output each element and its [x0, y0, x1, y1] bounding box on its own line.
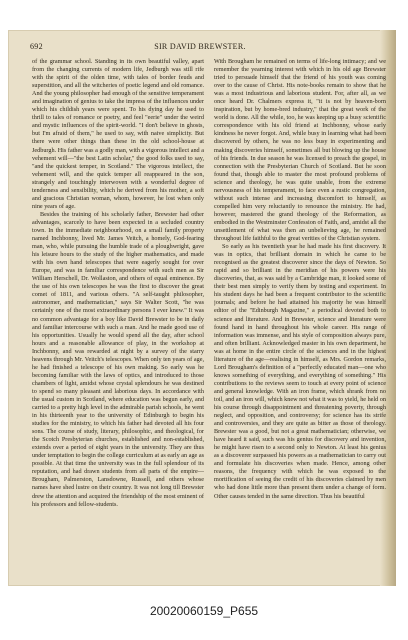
left-text-column	[32, 58, 204, 572]
running-header	[30, 42, 370, 54]
paragraph: With Brougham he remained on terms of life-long intimacy; and we remember the yearning interest with which in his old age Brewster tried to persuade himself that the friend of his youth was coming over to the cause of Christ. His note-books remain to show that he was a most industrious and laborious student. For, after all, as we once heard Dr. Chalmers express it, "it is not by heaven-born inspiration, but by home-bred industry," that the great work of the world is done. All the while, too, he was keeping up a busy scientific correspondence with his old friend at Inchbonny, whose early kindness he never forgot. And, while busy in learning what had been discovered by others, he was no less busy in experimenting and making discoveries himself, sometimes all but blowing up the house of his friends. In due season he was licensed to preach the gospel, in connection with the Presbyterian Church of Scotland. But he soon found that, though able to master the most profound problems of science and theology, he was quite unable, from the extreme nervousness of his temperament, to face even a rustic congregation, without such intense and increasing discomfort to himself, as compelled him very reluctantly to renounce the ministry. He had, however, mastered the grand theology of the Reformation, as embodied in the Westminster Confession of Faith, and, amidst all the unsettlement of what was then an unbelieving age, he remained throughout life faithful to the great verities of the Christian system.	[214, 58, 386, 243]
right-text-column	[214, 58, 386, 572]
image-caption: 20020060159_P655	[149, 604, 259, 618]
paragraph: of the grammar school. Standing in its own beautiful valley, apart from the changing currents of modern life, Jedburgh was still rife with the spirit of the olden time, with tales of border feuds and superstition, and all the witcheries of poetic legend and old romance. And the young philosopher had enough of the sensitive temperament and imagination of genius to take the impress of the influences under which his childish years were spent. To his dying day he used to thrill to tales of romance or poetry, and feel "eerie" under the weird and mystic influences of the spirit-world. "I don't believe in ghosts, but I'm afraid of them," he used to say, with naive simplicity. But there were other things than these in the old school-house at Jedburgh. His father was a godly man, with a vigorous intellect and a vehement will—"the best Latin scholar," the good folks used to say, "and the quickest temper, in Scotland." The vigorous intellect, the vehement will, and the quick temper all reappeared in the son, strangely and touchingly interwoven with a wonderful degree of tenderness and sensibility, which he derived from his mother, a soft and gracious Christian woman, whom, however, he lost when only nine years of age.	[32, 58, 204, 210]
page-number: 692	[30, 42, 43, 51]
paragraph: So early as his twentieth year he had made his first discovery. It was in optics, that brilliant domain in which he came to be recognised as the greatest discoverer since the days of Newton. So rapid and so brilliant in the meridian of his powers were his discoveries, that, as was said by a Cambridge man, it looked some of their best men simply to verify them by testing and experiment. In his student days he had been a frequent contributor to the scientific journals; and before he had attained his majority he was himself editor of the "Edinburgh Magazine," a periodical devoted both to science and literature. And in Brewster, science and literature were found hand in hand throughout his whole career. His range of information was immense, and his style of composition always pure, and often brilliant. Acknowledged master in his own department, he was at home in the entire circle of the sciences and in the highest literature of the age—realising in himself, as Mrs. Gordon remarks, Lord Brougham's definition of a "perfectly educated man—one who knows something of everything, and everything of something." His contributions to the reviews seem to touch at every point of science and general knowledge. With an iron frame, which shrank from no toil, and an iron will, which knew not what it was to yield, he held on his course through disappointment and threatening poverty, through neglect, and opposition, and controversy; for science has its strife and controversies, and they are quite as bitter as those of theology. Brewster was a good, but not a great mathematician; otherwise, we have heard it said, such was his genius for discovery and invention, he might have risen to a second only to Newton. At least his genius as a discoverer surpassed his powers as a mathematician to carry out and formulate his discoveries when made. Hence, among other reasons, the frequency with which he was exposed to the mortification of seeing the credit of his discoveries claimed by men who had done little more than present them under a change of form. Other causes tended in the same direction. Thus his beautiful	[214, 243, 386, 500]
paragraph: Besides the training of his scholarly father, Brewster had other advantages, scarcely to have been expected in a secluded country town. In the immediate neighbourhood, on a small family property named Inchbonny, lived Mr. James Veitch, a homely, God-fearing man, who, while pursuing the humble trade of a ploughwright, gave his leisure hours to the study of the higher mathematics, and made with his own hand telescopes that were eagerly sought for over Europe, and was in familiar correspondence with such men as Sir William Herschell, Dr. Wollaston, and others of equal eminence. By the use of his own telescopes he was the first to discover the great comet of 1811, and various others. "A self-taught philosopher, astronomer, and mathematician," says Sir Walter Scott, "he was certainly one of the most extraordinary persons I ever knew." It was no common advantage for a boy like David Brewster to be in daily and familiar intercourse with such a man. And he made good use of his opportunities. Usually he would spend all the day, after school hours and a reasonable allowance of play, in the workshop at Inchbonny, and was rewarded at night by a survey of the starry heavens through Mr. Veitch's telescopes. When only ten years of age, he had finished a telescope of his own making. So early was he becoming familiar with the laws of optics, and introduced to those chambers of light, amidst whose crystal splendours he was destined to spend so many pleasant and laborious days. In accordance with the usual custom in Scotland, where education was begun early, and carried to a pretty high level in the admirable parish schools, he went in his thirteenth year to the university of Edinburgh to begin his studies for the ministry, to which his father had devoted all his four sons. The course of study, literary, philosophic, and theological, for the Scotch Presbyterian churches, established and non-established, extends over a period of eight years in the university. They are thus under temptation to begin the college curriculum at as early an age as possible. At that time the university was in the full splendour of its reputation, and had drawn students from all parts of the empire—Brougham, Palmerston, Lansdowne, Russell, and others whose names have shed lustre on their country. It was not long till Brewster drew the attention and acquired the friendship of the most eminent of his professors and fellow-students.	[32, 210, 204, 508]
book-page	[8, 30, 396, 586]
running-title: SIR DAVID BREWSTER.	[154, 42, 246, 51]
